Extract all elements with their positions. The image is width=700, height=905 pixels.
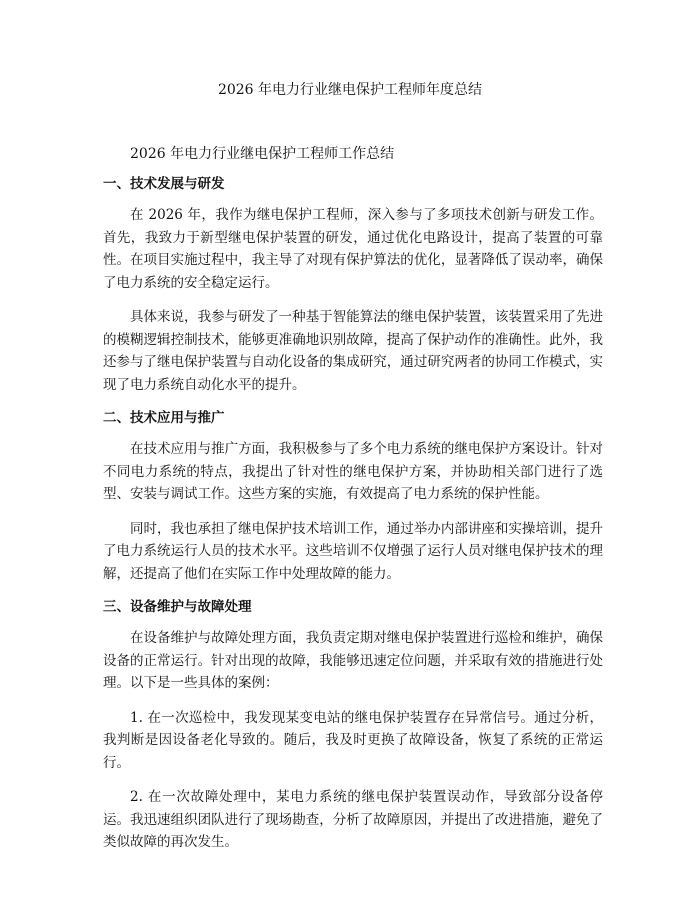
paragraph: 同时，我也承担了继电保护技术培训工作，通过举办内部讲座和实操培训，提升了电力系统运行人员的技术水平。这些培训不仅增强了运行人员对继电保护技术的理解，还提高了他们在实际工作中处理故障的能力。 [103, 520, 603, 582]
document-subtitle: 2026 年电力行业继电保护工程师工作总结 [130, 146, 395, 162]
paragraph: 在 2026 年，我作为继电保护工程师，深入参与了多项技术创新与研发工作。首先，我致力于新型继电保护装置的研发，通过优化电路设计，提高了装置的可靠性。在项目实施过程中，我主导了对现有保护算法的优化，显著降低了误动率，确保了电力系统的安全稳定运行。 [103, 207, 603, 291]
document-title: 2026 年电力行业继电保护工程师年度总结 [217, 82, 483, 98]
section-heading: 三、设备维护与故障处理 [103, 599, 252, 615]
paragraph: 具体来说，我参与研发了一种基于智能算法的继电保护装置，该装置采用了先进的模糊逻辑控制技术，能够更准确地识别故障，提高了保护动作的准确性。此外，我还参与了继电保护装置与自动化设备的集成研究，通过研究两者的协同工作模式，实现了电力系统自动化水平的提升。 [103, 309, 603, 393]
section-maintenance [103, 597, 603, 854]
paragraph: 在设备维护与故障处理方面，我负责定期对继电保护装置进行巡检和维护，确保设备的正常运行。针对出现的故障，我能够迅速定位问题，并采取有效的措施进行处理。以下是一些具体的案例： [103, 630, 603, 691]
list-item: 1. 在一次巡检中，我发现某变电站的继电保护装置存在异常信号。通过分析，我判断是因设备老化导致的。随后，我及时更换了故障设备，恢复了系统的正常运行。 [103, 709, 603, 771]
list-item: 2. 在一次故障处理中，某电力系统的继电保护装置误动作，导致部分设备停运。我迅速组织团队进行了现场勘查，分析了故障原因，并提出了改进措施，避免了类似故障的再次发生。 [103, 789, 603, 850]
document-body [103, 174, 603, 866]
section-heading: 二、技术应用与推广 [103, 410, 225, 426]
section-tech-development [103, 174, 603, 396]
section-tech-application [103, 408, 603, 585]
section-heading: 一、技术发展与研发 [103, 176, 225, 192]
paragraph: 在技术应用与推广方面，我积极参与了多个电力系统的继电保护方案设计。针对不同电力系统的特点，我提出了针对性的继电保护方案，并协助相关部门进行了选型、安装与调试工作。这些方案的实施，有效提高了电力系统的保护性能。 [103, 441, 603, 502]
